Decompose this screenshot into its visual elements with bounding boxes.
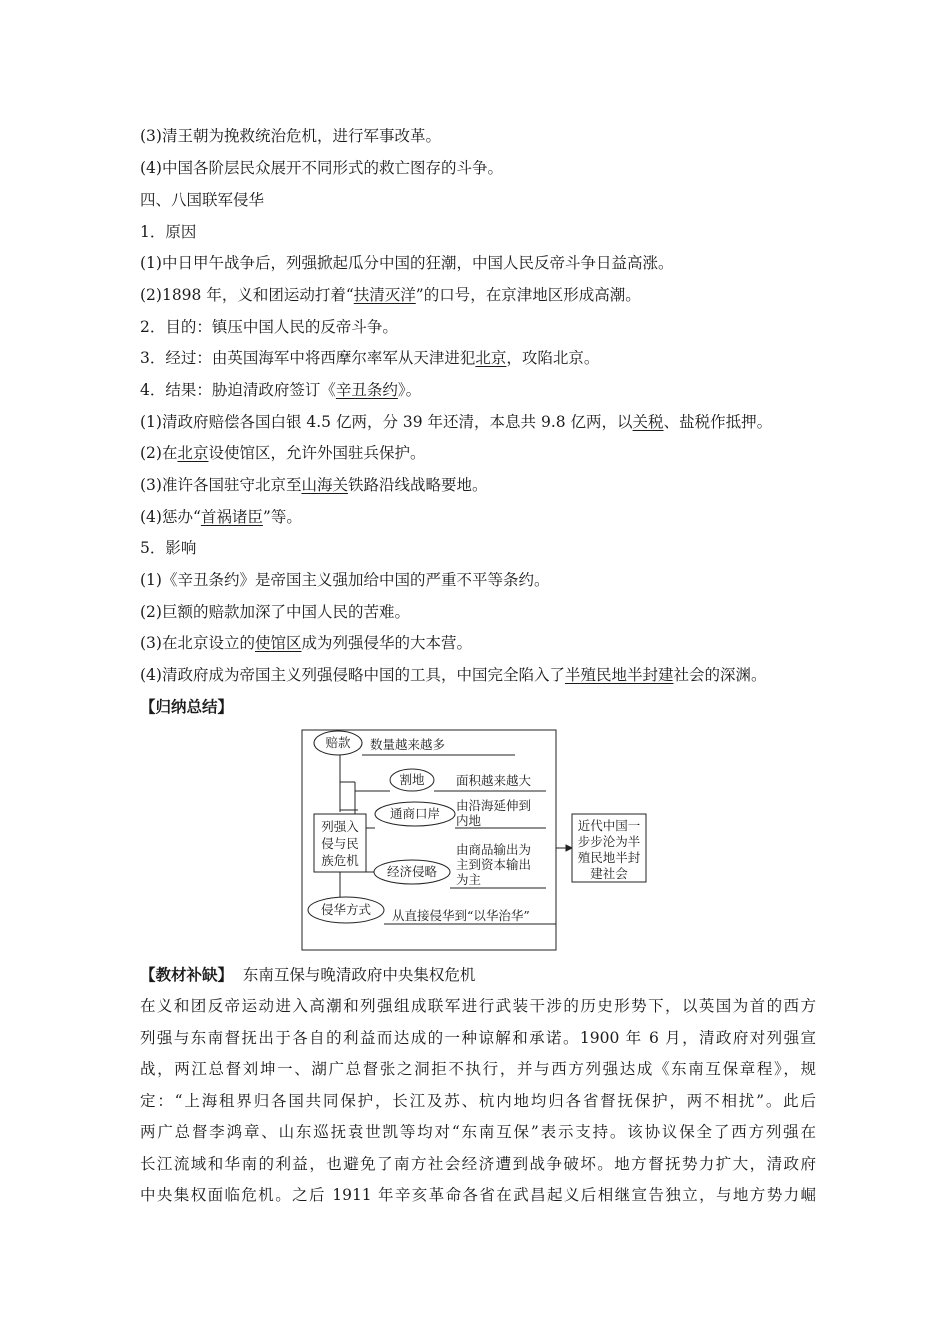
answer-blank: 辛丑条约 xyxy=(335,381,398,399)
answer-blank: 北京 xyxy=(475,349,507,367)
answer-blank: 首祸诸臣 xyxy=(200,508,263,526)
summary-diagram xyxy=(300,728,660,954)
text-line: (2)在北京设使馆区，允许外国驻兵保护。 xyxy=(140,444,426,462)
paragraph-line: 长江流域和华南的利益，也避免了南方社会经济遭到战争破坏。地方督抚势力扩大，清政府 xyxy=(140,1154,816,1173)
answer-blank: 扶清灭洋 xyxy=(353,286,416,304)
ports-desc: 内地 xyxy=(456,813,482,828)
econ-desc: 由商品输出为 xyxy=(456,842,532,857)
answer-blank: 山海关 xyxy=(301,476,348,494)
subheading: 1．原因 xyxy=(140,223,197,241)
result-label: 建社会 xyxy=(590,866,628,881)
paragraph-line: 定：“上海租界归各国共同保护，长江及苏、杭内地均归各省督抚保护，两不相扰”。此后 xyxy=(140,1091,816,1110)
ports-desc: 由沿海延伸到 xyxy=(456,798,532,813)
text-line: (1)中日甲午战争后，列强掀起瓜分中国的狂潮，中国人民反帝斗争日益高涨。 xyxy=(140,254,674,272)
text-line: (3)清王朝为挽救统治危机，进行军事改革。 xyxy=(140,127,441,145)
answer-blank: 使馆区 xyxy=(254,634,302,652)
mode-desc: 从直接侵华到“以华治华” xyxy=(392,908,530,923)
land-desc: 面积越来越大 xyxy=(456,773,532,788)
text-line: (4)中国各阶层民众展开不同形式的救亡图存的斗争。 xyxy=(140,159,503,177)
indemnity-label: 赔款 xyxy=(325,735,351,750)
text-line: (3)在北京设立的使馆区成为列强侵华的大本营。 xyxy=(140,634,472,652)
summary-heading: 【归纳总结】 xyxy=(140,697,234,716)
paragraph-line: 两广总督李鸿章、山东巡抚袁世凯等均对“东南互保”表示支持。该协议保全了西方列强在 xyxy=(140,1123,816,1141)
result-label: 殖民地半封 xyxy=(577,850,641,865)
answer-blank: 半殖民地半封建 xyxy=(564,666,674,684)
text-line: (3)准许各国驻守北京至山海关铁路沿线战略要地。 xyxy=(140,476,488,494)
paragraph-line: 列强与东南督抚出于各自的利益而达成的一种谅解和承诺。1900 年 6 月，清政府对列强宣 xyxy=(140,1028,816,1047)
text-line: 2．目的：镇压中国人民的反帝斗争。 xyxy=(140,318,398,336)
text-line: (1)清政府赔偿各国白银 4.5 亿两，分 39 年还清，本息共 9.8 亿两，以关税、盐税作抵押。 xyxy=(140,413,773,431)
text-line: (4)惩办“首祸诸臣”等。 xyxy=(140,508,302,526)
text-line: (1)《辛丑条约》是帝国主义强加给中国的严重不平等条约。 xyxy=(140,571,550,589)
text-line: (2)巨额的赔款加深了中国人民的苦难。 xyxy=(140,603,410,621)
result-label: 步步沦为半 xyxy=(577,834,641,849)
paragraph-line: 战，两江总督刘坤一、湖广总督张之洞拒不执行，并与西方列强达成《东南互保章程》，规 xyxy=(140,1060,816,1078)
paragraph-line: 在义和团反帝运动进入高潮和列强组成联军进行武装干涉的历史形势下，以英国为首的西方 xyxy=(140,997,816,1015)
section-heading: 四、八国联军侵华 xyxy=(140,191,265,209)
indemnity-desc: 数量越来越多 xyxy=(370,737,446,752)
ports-label: 通商口岸 xyxy=(389,806,441,821)
answer-blank: 关税 xyxy=(632,413,664,431)
answer-blank: 北京 xyxy=(177,444,209,462)
center-label: 族危机 xyxy=(321,853,359,868)
supplement-heading: 【教材补缺】 东南互保与晚清政府中央集权危机 xyxy=(140,965,476,984)
text-line: (2)1898 年，义和团运动打着“扶清灭洋”的口号，在京津地区形成高潮。 xyxy=(140,286,641,304)
supplement-paragraph xyxy=(140,991,816,1212)
result-label: 近代中国一 xyxy=(577,818,641,833)
paragraph-line: 中央集权面临危机。之后 1911 年辛亥革命各省在武昌起义后相继宣告独立，与地方势力崛 xyxy=(140,1186,816,1204)
subheading: 5．影响 xyxy=(140,539,197,557)
econ-desc: 主到资本输出 xyxy=(456,857,532,872)
text-line: 4．结果：胁迫清政府签订《辛丑条约》。 xyxy=(140,381,422,399)
text-line: (4)清政府成为帝国主义列强侵略中国的工具，中国完全陷入了半殖民地半封建社会的深渊。 xyxy=(140,666,767,684)
econ-label: 经济侵略 xyxy=(386,864,438,879)
land-label: 割地 xyxy=(399,772,425,787)
center-label: 侵与民 xyxy=(321,836,359,851)
arrow-head xyxy=(566,845,572,851)
text-line: 3．经过：由英国海军中将西摩尔率军从天津进犯北京，攻陷北京。 xyxy=(140,349,600,367)
center-label: 列强入 xyxy=(321,819,359,834)
econ-desc: 为主 xyxy=(456,872,482,887)
mode-label: 侵华方式 xyxy=(320,902,372,917)
